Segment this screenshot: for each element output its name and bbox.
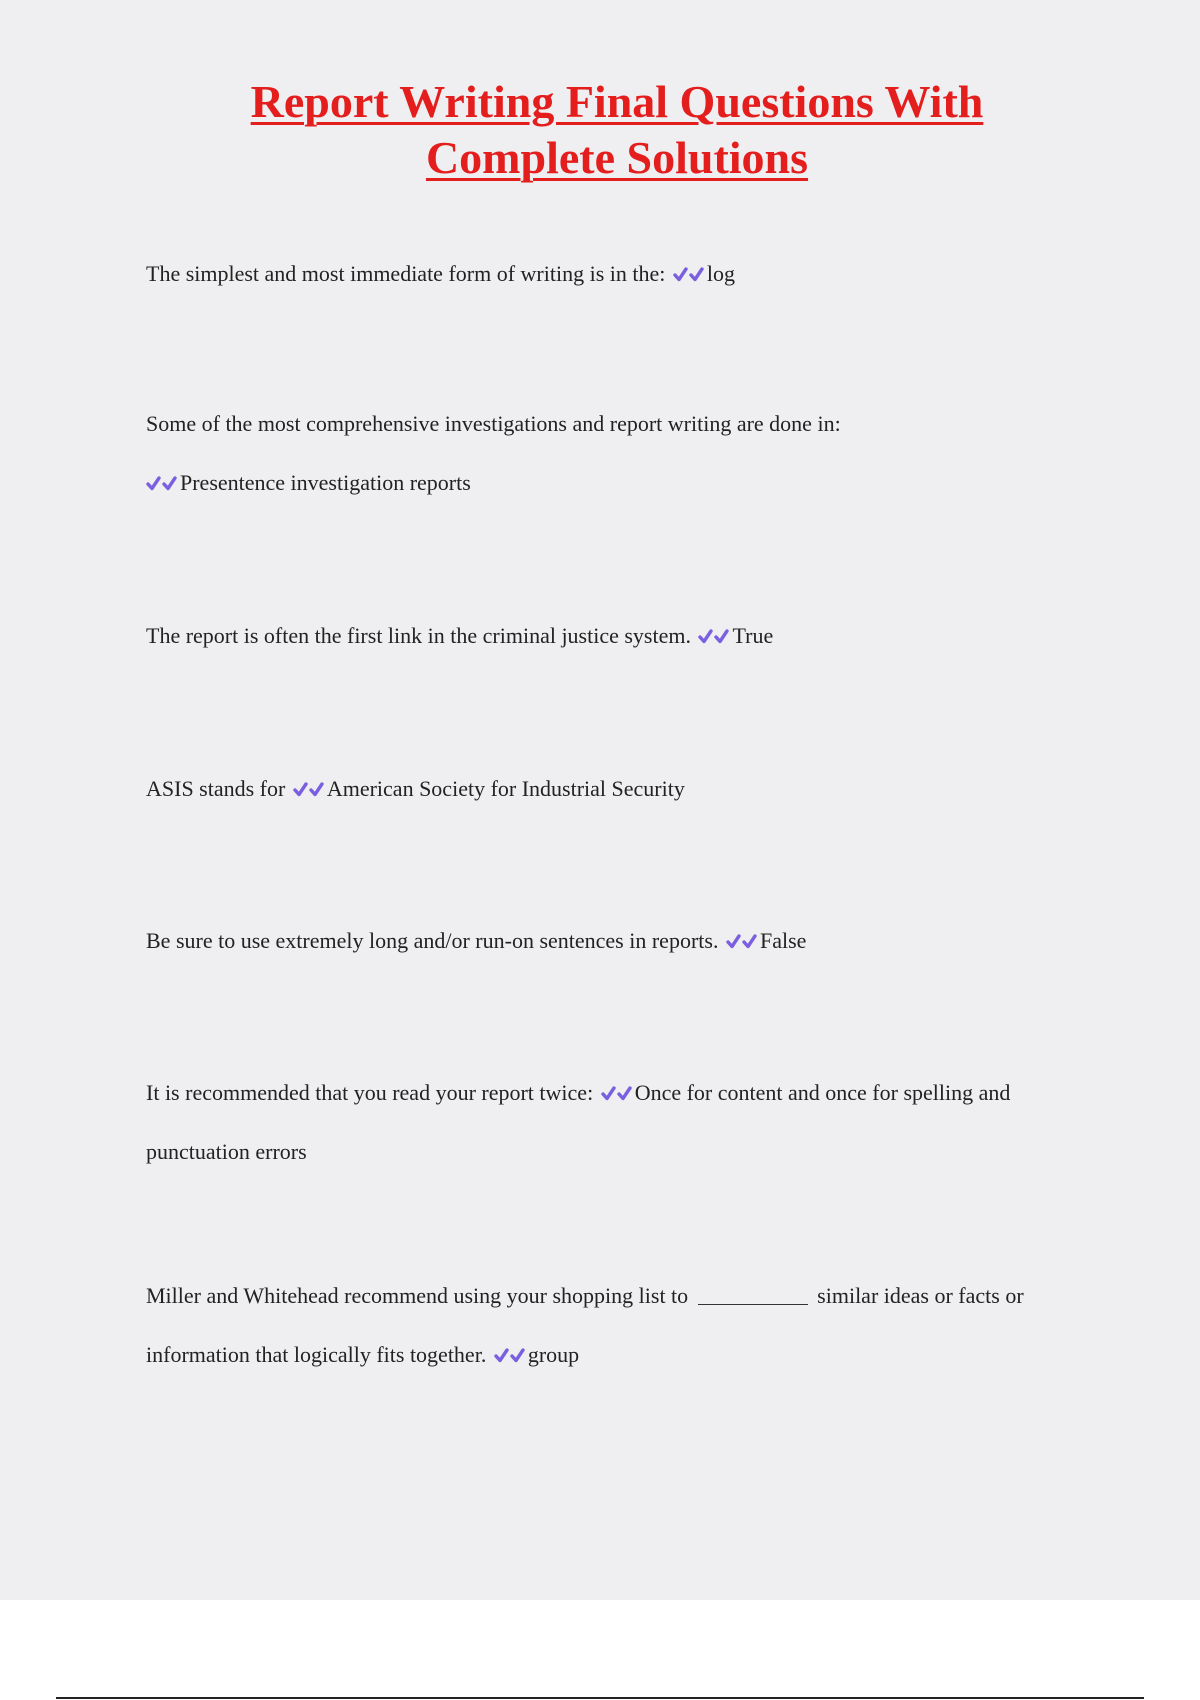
question-text: The report is often the first link in the criminal justice system. — [146, 623, 691, 648]
answer-text: American Society for Industrial Security — [326, 776, 685, 801]
answer-text: log — [706, 261, 735, 286]
question-text: Be sure to use extremely long and/or run-on sentences in reports. — [146, 928, 719, 953]
document-title — [0, 74, 1200, 186]
qa-item-5 — [146, 911, 1096, 970]
question-text-after-blank: similar ideas or facts or information that logically fits together. — [146, 1283, 1024, 1367]
answer-text: Once for content and once for spelling and punctuation errors — [146, 1080, 1011, 1164]
double-checkmark-icon — [293, 779, 327, 799]
double-checkmark-icon — [673, 264, 707, 284]
title-line-1: Report Writing Final Questions With — [250, 76, 984, 127]
double-checkmark-icon — [146, 473, 180, 493]
qa-item-1 — [146, 244, 1096, 303]
question-text: Some of the most comprehensive investigations and report writing are done in: — [146, 411, 841, 436]
question-text: It is recommended that you read your report twice: — [146, 1080, 594, 1105]
double-checkmark-icon — [698, 626, 732, 646]
fill-in-blank — [698, 1286, 808, 1305]
qa-item-7 — [146, 1266, 1096, 1384]
question-text: The simplest and most immediate form of writing is in the: — [146, 261, 666, 286]
answer-text: group — [527, 1342, 580, 1367]
qa-item-2 — [146, 394, 1096, 512]
double-checkmark-icon — [601, 1083, 635, 1103]
answer-text: False — [759, 928, 807, 953]
answer-text: Presentence investigation reports — [180, 470, 471, 495]
footer-rule — [56, 1697, 1144, 1699]
qa-item-6 — [146, 1063, 1096, 1181]
answer-text: True — [732, 623, 774, 648]
question-text-before-blank: Miller and Whitehead recommend using your shopping list to — [146, 1283, 689, 1308]
double-checkmark-icon — [494, 1345, 528, 1365]
double-checkmark-icon — [726, 931, 760, 951]
qa-item-3 — [146, 606, 1096, 665]
qa-item-4 — [146, 759, 1096, 818]
question-text: ASIS stands for — [146, 776, 286, 801]
title-line-2: Complete Solutions — [425, 132, 809, 183]
